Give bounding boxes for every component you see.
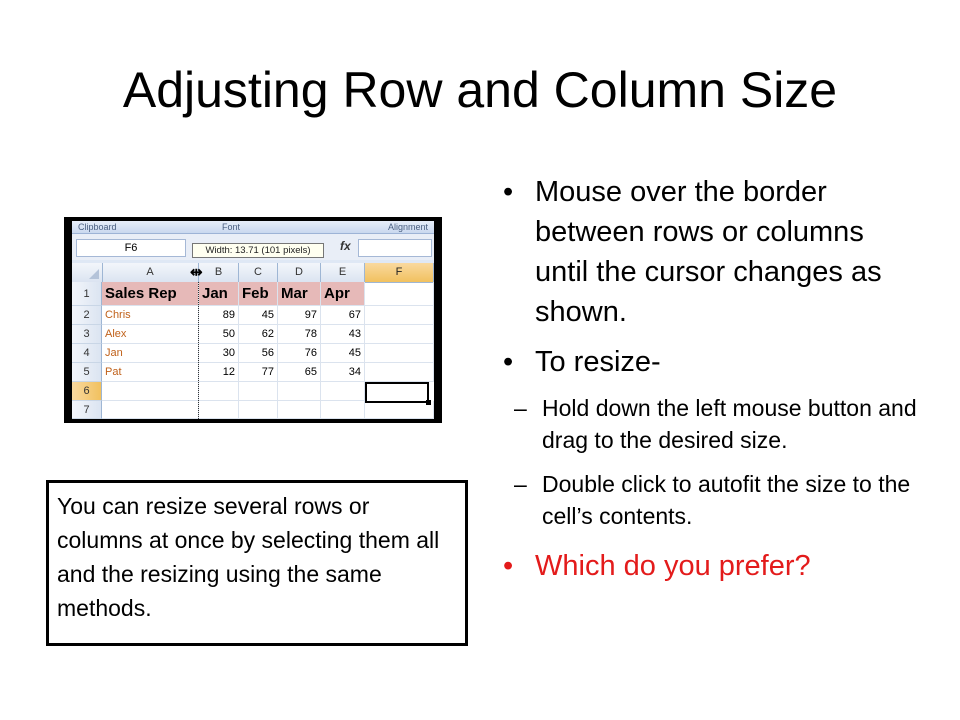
column-resize-guide — [198, 282, 199, 419]
row-header[interactable]: 1 — [72, 282, 102, 306]
cell-name[interactable]: Alex — [102, 325, 199, 344]
column-header-b[interactable]: B — [199, 263, 239, 282]
cell-value[interactable]: 43 — [321, 325, 365, 344]
cell[interactable] — [321, 401, 365, 419]
cell[interactable] — [102, 401, 199, 419]
width-tooltip: Width: 13.71 (101 pixels) — [192, 243, 324, 258]
column-header-d[interactable]: D — [278, 263, 321, 282]
cell[interactable] — [102, 382, 199, 401]
active-cell-f6[interactable] — [365, 382, 429, 403]
slide-title: Adjusting Row and Column Size — [122, 62, 838, 118]
cell-value[interactable]: 89 — [199, 306, 239, 325]
bullet-text: To resize- — [535, 346, 661, 378]
cell-value[interactable]: 45 — [239, 306, 278, 325]
cell[interactable] — [365, 282, 434, 306]
cell-name[interactable]: Chris — [102, 306, 199, 325]
ribbon-group-labels — [72, 221, 434, 234]
row-header[interactable]: 3 — [72, 325, 102, 344]
cell-value[interactable]: 50 — [199, 325, 239, 344]
cell-value[interactable]: 12 — [199, 363, 239, 382]
cell[interactable] — [365, 325, 434, 344]
cell[interactable] — [239, 401, 278, 419]
column-header-f[interactable]: F — [365, 263, 434, 282]
excel-screenshot — [64, 217, 442, 423]
bullet-text: Mouse over the border between rows or columns until the cursor changes as shown. — [535, 176, 882, 328]
bullet-item-question — [500, 546, 920, 586]
cell[interactable] — [365, 306, 434, 325]
cell[interactable] — [365, 363, 434, 382]
column-resize-cursor-icon: ⇹ — [190, 264, 203, 281]
cell-value[interactable]: 34 — [321, 363, 365, 382]
row-header[interactable]: 6 — [72, 382, 102, 401]
cell-value[interactable]: 30 — [199, 344, 239, 363]
cell-value[interactable]: 77 — [239, 363, 278, 382]
cell-value[interactable]: 62 — [239, 325, 278, 344]
bullet-text: Which do you prefer? — [535, 550, 811, 582]
cell-header[interactable]: Jan — [199, 282, 239, 306]
cell[interactable] — [199, 401, 239, 419]
cell[interactable] — [199, 382, 239, 401]
row-header[interactable]: 7 — [72, 401, 102, 419]
row-header[interactable]: 2 — [72, 306, 102, 325]
note-box: You can resize several rows or columns at once by selecting them all and the resizing using the same methods. — [46, 480, 468, 646]
column-header-c[interactable]: C — [239, 263, 278, 282]
cell-value[interactable]: 78 — [278, 325, 321, 344]
select-all-corner[interactable] — [72, 263, 103, 282]
cell[interactable] — [278, 382, 321, 401]
bullet-list — [500, 172, 920, 596]
ribbon-font-label: Font — [222, 222, 241, 232]
cell[interactable] — [365, 401, 434, 419]
cell-header[interactable]: Apr — [321, 282, 365, 306]
cell-header[interactable]: Mar — [278, 282, 321, 306]
cell-value[interactable]: 56 — [239, 344, 278, 363]
cell[interactable] — [365, 344, 434, 363]
sub-bullet-list — [500, 392, 920, 532]
excel-window — [72, 221, 434, 419]
formula-input[interactable] — [358, 239, 432, 257]
bullet-item — [500, 172, 920, 332]
cell-header[interactable]: Feb — [239, 282, 278, 306]
column-header-e[interactable]: E — [321, 263, 365, 282]
ribbon-clipboard-label: Clipboard — [78, 222, 117, 232]
cell-value[interactable]: 97 — [278, 306, 321, 325]
name-box[interactable]: F6 — [76, 239, 186, 257]
ribbon-alignment-label: Alignment — [388, 222, 429, 232]
formula-bar — [72, 234, 434, 260]
column-headers — [72, 263, 434, 283]
fx-icon[interactable]: fx — [340, 239, 351, 253]
column-header-a[interactable]: A — [102, 263, 199, 282]
cell[interactable] — [239, 382, 278, 401]
row-header[interactable]: 5 — [72, 363, 102, 382]
cell-header[interactable]: Sales Rep — [102, 282, 199, 306]
cell-value[interactable]: 65 — [278, 363, 321, 382]
sub-bullet-item: – Double click to autofit the size to the cell’s contents. — [500, 468, 920, 532]
sub-bullet-item: – Hold down the left mouse button and drag to the desired size. — [500, 392, 920, 456]
cell[interactable] — [321, 382, 365, 401]
cell[interactable] — [278, 401, 321, 419]
bullet-item — [500, 342, 920, 532]
cell-value[interactable]: 67 — [321, 306, 365, 325]
cell-value[interactable]: 45 — [321, 344, 365, 363]
cell-name[interactable]: Jan — [102, 344, 199, 363]
spreadsheet-grid — [72, 263, 434, 419]
row-header[interactable]: 4 — [72, 344, 102, 363]
cell-value[interactable]: 76 — [278, 344, 321, 363]
cell-name[interactable]: Pat — [102, 363, 199, 382]
